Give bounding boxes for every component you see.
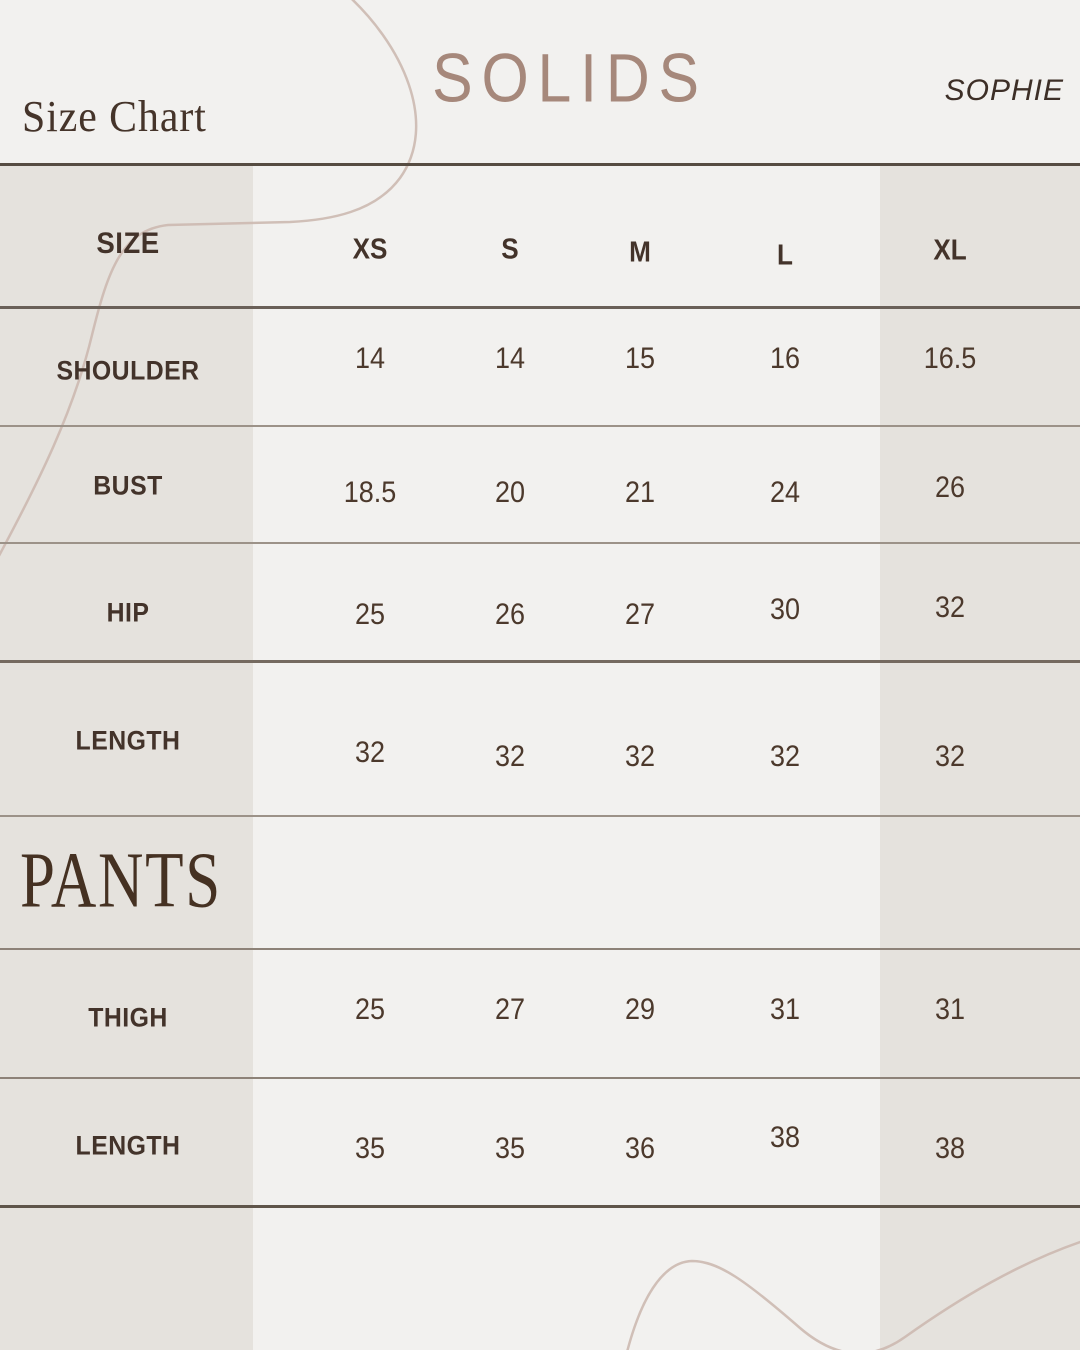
size-value: 38	[769, 1121, 801, 1154]
table-row-thigh	[0, 948, 1080, 1077]
table-row-hip	[0, 542, 1080, 660]
size-column-label: SIZE	[96, 227, 160, 260]
size-value: 26	[494, 598, 526, 631]
size-value: 16.5	[923, 342, 977, 375]
table-header-row	[0, 163, 1080, 306]
size-value: 29	[624, 992, 656, 1026]
size-value: 31	[934, 992, 966, 1026]
size-value: 32	[494, 740, 526, 773]
size-value: 30	[769, 593, 801, 626]
size-col-header-s: S	[501, 233, 519, 266]
size-col-header-m: M	[629, 236, 651, 269]
size-value: 20	[494, 475, 526, 509]
size-col-header-l: L	[777, 239, 793, 272]
size-value: 27	[624, 598, 656, 631]
size-value: 35	[354, 1132, 386, 1165]
size-value: 15	[624, 342, 656, 375]
table-row-length	[0, 660, 1080, 815]
row-label: LENGTH	[75, 725, 181, 756]
size-col-header-xs: XS	[352, 233, 388, 266]
row-label: LENGTH	[75, 1130, 181, 1161]
size-value: 38	[934, 1132, 966, 1165]
row-label: SHOULDER	[56, 355, 200, 386]
size-value: 35	[494, 1132, 526, 1165]
table-row-pants-length	[0, 1077, 1080, 1205]
table-row-shoulder	[0, 306, 1080, 425]
size-value: 21	[624, 475, 656, 509]
size-value: 18.5	[343, 475, 397, 509]
pants-section-row	[0, 815, 1080, 948]
size-value: 25	[354, 598, 386, 631]
size-value: 24	[769, 475, 801, 509]
size-table	[0, 163, 1080, 1350]
row-label: HIP	[106, 597, 150, 628]
footer-strip	[0, 1205, 1080, 1350]
size-value: 32	[354, 736, 386, 769]
size-value: 14	[494, 342, 526, 375]
size-value: 36	[624, 1132, 656, 1165]
table-row-bust	[0, 425, 1080, 542]
product-name: SOPHIE	[944, 74, 1064, 107]
size-value: 14	[354, 342, 386, 375]
size-value: 32	[934, 591, 966, 624]
size-value: 27	[494, 992, 526, 1026]
row-label: THIGH	[88, 1002, 168, 1032]
page-title: Size Chart	[22, 91, 207, 141]
size-value: 25	[354, 992, 386, 1026]
size-value: 26	[934, 470, 966, 504]
size-value: 16	[769, 342, 801, 375]
row-label: BUST	[93, 470, 163, 500]
size-col-header-xl: XL	[933, 234, 967, 267]
size-value: 32	[769, 740, 801, 773]
size-value: 32	[934, 740, 966, 773]
size-value: 31	[769, 992, 801, 1026]
brand-logo: SOLIDS	[432, 41, 708, 117]
pants-section-heading: PANTS	[20, 835, 222, 925]
size-value: 32	[624, 740, 656, 773]
